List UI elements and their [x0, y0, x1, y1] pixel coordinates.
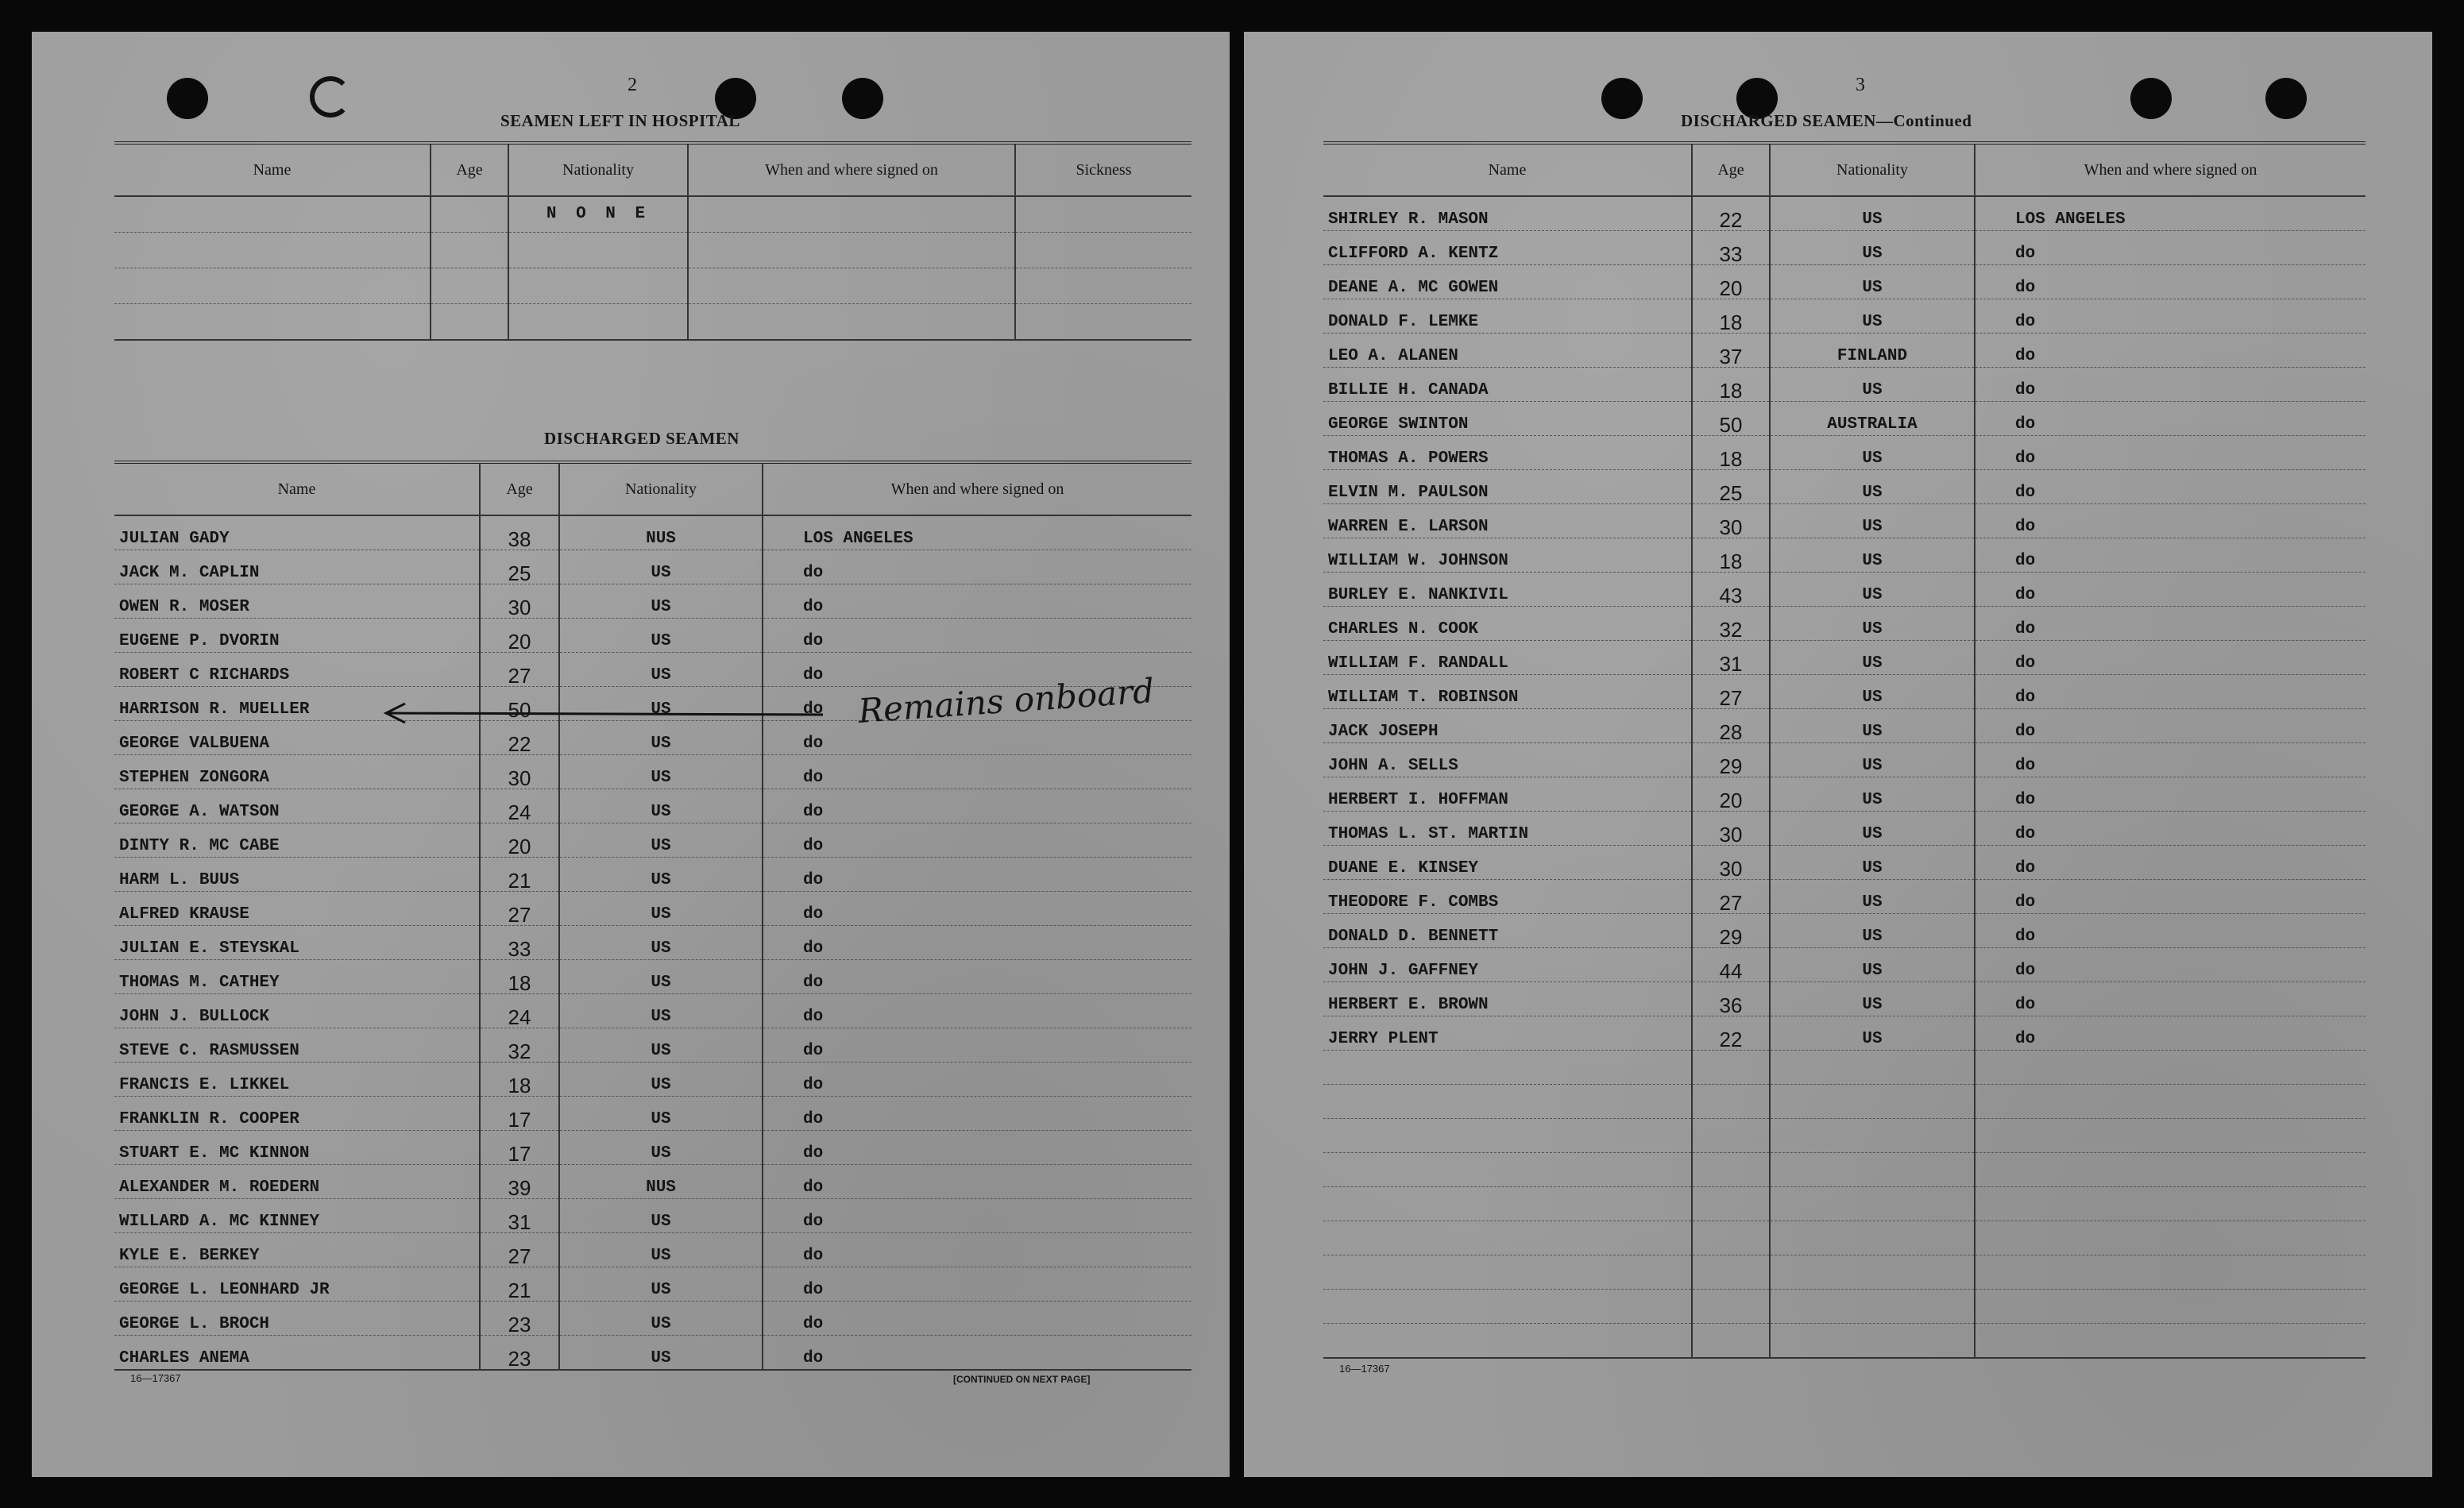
continued-note: [CONTINUED ON NEXT PAGE] — [953, 1374, 1091, 1385]
seaman-age: 27 — [1692, 880, 1770, 914]
seaman-nationality: US — [1770, 299, 1975, 334]
table-row — [1323, 709, 2366, 743]
discharged-continued-title: DISCHARGED SEAMEN—Continued — [1681, 111, 1972, 130]
punch-hole — [2130, 78, 2172, 119]
table-row — [114, 1063, 1191, 1097]
column-header-sickness: Sickness — [1015, 143, 1191, 196]
empty-row — [1323, 1051, 2366, 1085]
signed-on-place: do — [1975, 675, 2366, 709]
hospital-table — [114, 141, 1191, 341]
seaman-name: JOHN J. GAFFNEY — [1323, 948, 1692, 982]
table-row — [1323, 538, 2366, 573]
table-row — [1323, 743, 2366, 777]
seaman-name: GEORGE SWINTON — [1323, 402, 1692, 436]
seaman-nationality: US — [1770, 777, 1975, 812]
column-header-age: Age — [1692, 143, 1770, 196]
seaman-age: 37 — [1692, 334, 1770, 368]
seaman-nationality: US — [1770, 914, 1975, 948]
column-header-signed-on: When and where signed on — [763, 462, 1191, 515]
signed-on-place: do — [763, 1336, 1191, 1371]
table-row — [1323, 436, 2366, 470]
seaman-age: 17 — [480, 1131, 559, 1165]
signed-on-place: do — [763, 994, 1191, 1028]
seaman-nationality: US — [559, 892, 763, 926]
column-header-name: Name — [1323, 143, 1692, 196]
seaman-name: JACK M. CAPLIN — [114, 550, 480, 584]
punch-hole — [167, 78, 208, 119]
signed-on-place: do — [1975, 948, 2366, 982]
seaman-name: STEPHEN ZONGORA — [114, 755, 480, 789]
signed-on-place: do — [763, 1131, 1191, 1165]
table-row — [114, 233, 1191, 268]
seaman-age: 39 — [480, 1165, 559, 1199]
table-row — [114, 1165, 1191, 1199]
signed-on-place: do — [1975, 641, 2366, 675]
signed-on-place: do — [763, 858, 1191, 892]
discharged-continued-table — [1323, 141, 2366, 1359]
table-row — [1323, 777, 2366, 812]
seaman-name: ALEXANDER M. ROEDERN — [114, 1165, 480, 1199]
seaman-name: JERRY PLENT — [1323, 1016, 1692, 1051]
column-header-name: Name — [114, 143, 431, 196]
seaman-nationality: US — [559, 619, 763, 653]
seaman-age: 20 — [1692, 777, 1770, 812]
seaman-name: THEODORE F. COMBS — [1323, 880, 1692, 914]
seaman-age: 24 — [480, 789, 559, 823]
empty-row — [1323, 1187, 2366, 1221]
seaman-name: HARM L. BUUS — [114, 858, 480, 892]
seaman-name: JOHN A. SELLS — [1323, 743, 1692, 777]
table-row — [1323, 948, 2366, 982]
column-header-age: Age — [480, 462, 559, 515]
form-number: 16—17367 — [1339, 1363, 1390, 1375]
table-row — [1323, 641, 2366, 675]
seaman-name: OWEN R. MOSER — [114, 584, 480, 619]
table-row — [1323, 299, 2366, 334]
signed-on-place: do — [763, 653, 1191, 687]
seaman-name: DEANE A. MC GOWEN — [1323, 265, 1692, 299]
seaman-name: STUART E. MC KINNON — [114, 1131, 480, 1165]
seaman-name: JOHN J. BULLOCK — [114, 994, 480, 1028]
empty-row — [1323, 1085, 2366, 1119]
column-header-signed-on: When and where signed on — [688, 143, 1015, 196]
seaman-name: FRANCIS E. LIKKEL — [114, 1063, 480, 1097]
seaman-age: 25 — [1692, 470, 1770, 504]
seaman-nationality: US — [1770, 196, 1975, 231]
strikethrough-arrow-icon — [381, 697, 826, 729]
handwritten-note: Remains onboard — [856, 671, 1156, 731]
signed-on-place: do — [763, 926, 1191, 960]
discharged-table — [114, 461, 1191, 1371]
seaman-age: 32 — [1692, 607, 1770, 641]
seaman-name: GEORGE L. LEONHARD JR — [114, 1267, 480, 1302]
seaman-age: 30 — [480, 755, 559, 789]
signed-on-place: do — [1975, 812, 2366, 846]
empty-row — [1323, 1119, 2366, 1153]
signed-on-place: do — [763, 892, 1191, 926]
seaman-age: 32 — [480, 1028, 559, 1063]
seaman-age: 22 — [1692, 196, 1770, 231]
signed-on-place: do — [1975, 914, 2366, 948]
signed-on-place: do — [763, 721, 1191, 755]
table-row — [1323, 470, 2366, 504]
table-row — [114, 1233, 1191, 1267]
table-row — [114, 515, 1191, 550]
seaman-nationality: US — [1770, 368, 1975, 402]
table-row — [114, 789, 1191, 823]
seaman-age: 27 — [480, 653, 559, 687]
table-row — [1323, 231, 2366, 265]
seaman-age: 44 — [1692, 948, 1770, 982]
signed-on-place: do — [763, 1097, 1191, 1131]
signed-on-place: do — [763, 755, 1191, 789]
seaman-age: 18 — [1692, 368, 1770, 402]
seaman-age: 18 — [1692, 299, 1770, 334]
signed-on-place: do — [1975, 368, 2366, 402]
seaman-name: HERBERT I. HOFFMAN — [1323, 777, 1692, 812]
seaman-age: 21 — [480, 1267, 559, 1302]
seaman-nationality: US — [559, 1267, 763, 1302]
table-row — [114, 1302, 1191, 1336]
table-row — [1323, 504, 2366, 538]
seaman-age: 33 — [1692, 231, 1770, 265]
left-page — [32, 32, 1230, 1477]
seaman-nationality: US — [559, 1131, 763, 1165]
table-row — [114, 304, 1191, 341]
table-row — [114, 858, 1191, 892]
signed-on-place: do — [1975, 334, 2366, 368]
seaman-age: 36 — [1692, 982, 1770, 1016]
signed-on-place: do — [763, 1028, 1191, 1063]
seaman-name: WILLARD A. MC KINNEY — [114, 1199, 480, 1233]
right-page — [1244, 32, 2432, 1477]
seaman-age: 18 — [480, 960, 559, 994]
table-row — [1323, 265, 2366, 299]
seaman-name: ELVIN M. PAULSON — [1323, 470, 1692, 504]
signed-on-place: do — [763, 584, 1191, 619]
seaman-age: 33 — [480, 926, 559, 960]
seaman-name: CHARLES ANEMA — [114, 1336, 480, 1371]
table-row — [1323, 368, 2366, 402]
seaman-nationality: US — [1770, 607, 1975, 641]
signed-on-place: do — [1975, 231, 2366, 265]
table-row — [1323, 880, 2366, 914]
table-row — [114, 960, 1191, 994]
seaman-age: 50 — [1692, 402, 1770, 436]
signed-on-place: LOS ANGELES — [1975, 196, 2366, 231]
seaman-nationality: US — [559, 1233, 763, 1267]
seaman-nationality: US — [559, 687, 763, 721]
signed-on-place: do — [1975, 777, 2366, 812]
seaman-age: 30 — [1692, 812, 1770, 846]
seaman-name: WARREN E. LARSON — [1323, 504, 1692, 538]
seaman-age: 31 — [480, 1199, 559, 1233]
seaman-name: DONALD D. BENNETT — [1323, 914, 1692, 948]
signed-on-place: do — [1975, 880, 2366, 914]
seaman-nationality: US — [559, 858, 763, 892]
seaman-name: GEORGE VALBUENA — [114, 721, 480, 755]
empty-row — [1323, 1324, 2366, 1359]
seaman-nationality: US — [559, 550, 763, 584]
signed-on-place: do — [1975, 607, 2366, 641]
seaman-nationality: US — [1770, 538, 1975, 573]
signed-on-place: do — [1975, 265, 2366, 299]
signed-on-place: do — [763, 789, 1191, 823]
seaman-nationality: US — [1770, 641, 1975, 675]
signed-on-place: do — [1975, 743, 2366, 777]
seaman-age: 30 — [1692, 504, 1770, 538]
seaman-nationality: US — [1770, 504, 1975, 538]
discharged-section-title: DISCHARGED SEAMEN — [544, 429, 740, 448]
seaman-nationality: US — [559, 789, 763, 823]
table-row — [1323, 607, 2366, 641]
seaman-nationality: AUSTRALIA — [1770, 402, 1975, 436]
seaman-age: 17 — [480, 1097, 559, 1131]
empty-row — [1323, 1255, 2366, 1290]
signed-on-place: do — [763, 1233, 1191, 1267]
seaman-age: 29 — [1692, 743, 1770, 777]
seaman-age: 21 — [480, 858, 559, 892]
table-row — [1323, 402, 2366, 436]
signed-on-place: do — [1975, 402, 2366, 436]
seaman-name: HERBERT E. BROWN — [1323, 982, 1692, 1016]
table-row — [114, 1131, 1191, 1165]
signed-on-place: do — [763, 1165, 1191, 1199]
seaman-nationality: US — [1770, 231, 1975, 265]
seaman-age: 20 — [1692, 265, 1770, 299]
column-header-nationality: Nationality — [559, 462, 763, 515]
table-row — [114, 550, 1191, 584]
seaman-name: DONALD F. LEMKE — [1323, 299, 1692, 334]
signed-on-place: do — [763, 1267, 1191, 1302]
column-header-nationality: Nationality — [1770, 143, 1975, 196]
seaman-name: EUGENE P. DVORIN — [114, 619, 480, 653]
seaman-age: 18 — [480, 1063, 559, 1097]
seaman-age: 28 — [1692, 709, 1770, 743]
signed-on-place: LOS ANGELES — [763, 515, 1191, 550]
signed-on-place: do — [763, 619, 1191, 653]
seaman-nationality: US — [1770, 743, 1975, 777]
punch-hole — [1601, 78, 1643, 119]
signed-on-place: do — [1975, 846, 2366, 880]
seaman-nationality: US — [559, 653, 763, 687]
seaman-nationality: US — [559, 1336, 763, 1371]
table-row — [114, 584, 1191, 619]
seaman-name: DINTY R. MC CABE — [114, 823, 480, 858]
seaman-age: 25 — [480, 550, 559, 584]
seaman-nationality: US — [559, 1028, 763, 1063]
table-row — [114, 823, 1191, 858]
seaman-nationality: US — [559, 1302, 763, 1336]
table-row — [1323, 982, 2366, 1016]
table-row — [114, 1097, 1191, 1131]
table-row — [1323, 846, 2366, 880]
none-entry: N O N E — [508, 196, 688, 233]
seaman-name: ALFRED KRAUSE — [114, 892, 480, 926]
empty-row — [1323, 1221, 2366, 1255]
seaman-nationality: US — [559, 1097, 763, 1131]
seaman-name: CHARLES N. COOK — [1323, 607, 1692, 641]
column-header-age: Age — [431, 143, 508, 196]
seaman-age: 38 — [480, 515, 559, 550]
seaman-nationality: US — [1770, 709, 1975, 743]
seaman-name: BURLEY E. NANKIVIL — [1323, 573, 1692, 607]
table-row — [1323, 1016, 2366, 1051]
seaman-nationality: US — [1770, 265, 1975, 299]
seaman-name: STEVE C. RASMUSSEN — [114, 1028, 480, 1063]
signed-on-place: do — [1975, 538, 2366, 573]
punch-hole — [2265, 78, 2307, 119]
seaman-name: WILLIAM F. RANDALL — [1323, 641, 1692, 675]
page-number: 3 — [1856, 75, 1865, 95]
signed-on-place: do — [763, 1199, 1191, 1233]
seaman-nationality: US — [1770, 982, 1975, 1016]
seaman-nationality: US — [559, 823, 763, 858]
seaman-age: 18 — [1692, 436, 1770, 470]
seaman-age: 20 — [480, 823, 559, 858]
form-number: 16—17367 — [130, 1372, 181, 1384]
signed-on-place: do — [1975, 982, 2366, 1016]
seaman-age: 30 — [1692, 846, 1770, 880]
seaman-name: KYLE E. BERKEY — [114, 1233, 480, 1267]
seaman-age: 50 — [480, 687, 559, 721]
signed-on-place: do — [1975, 436, 2366, 470]
seaman-name: GEORGE A. WATSON — [114, 789, 480, 823]
signed-on-place: do — [1975, 709, 2366, 743]
seaman-name: THOMAS M. CATHEY — [114, 960, 480, 994]
signed-on-place: do — [763, 687, 1191, 721]
seaman-name: JACK JOSEPH — [1323, 709, 1692, 743]
seaman-age: 27 — [1692, 675, 1770, 709]
signed-on-place: do — [1975, 470, 2366, 504]
seaman-name: JULIAN GADY — [114, 515, 480, 550]
seaman-nationality: FINLAND — [1770, 334, 1975, 368]
empty-row — [1323, 1153, 2366, 1187]
table-row — [114, 1199, 1191, 1233]
seaman-nationality: US — [1770, 812, 1975, 846]
binder-clip-icon — [310, 76, 351, 118]
seaman-nationality: US — [1770, 573, 1975, 607]
table-row — [1323, 196, 2366, 231]
seaman-name: GEORGE L. BROCH — [114, 1302, 480, 1336]
seaman-name: CLIFFORD A. KENTZ — [1323, 231, 1692, 265]
seaman-age: 43 — [1692, 573, 1770, 607]
table-row — [114, 1336, 1191, 1371]
signed-on-place: do — [763, 1302, 1191, 1336]
table-row — [114, 1028, 1191, 1063]
seaman-name: BILLIE H. CANADA — [1323, 368, 1692, 402]
table-row — [114, 755, 1191, 789]
table-row — [114, 196, 1191, 233]
seaman-nationality: US — [559, 994, 763, 1028]
empty-row — [1323, 1290, 2366, 1324]
column-header-name: Name — [114, 462, 480, 515]
signed-on-place: do — [1975, 1016, 2366, 1051]
seaman-name: DUANE E. KINSEY — [1323, 846, 1692, 880]
seaman-nationality: US — [559, 960, 763, 994]
table-row — [1323, 812, 2366, 846]
seaman-nationality: US — [1770, 948, 1975, 982]
seaman-age: 23 — [480, 1336, 559, 1371]
seaman-age: 22 — [480, 721, 559, 755]
signed-on-place: do — [1975, 573, 2366, 607]
seaman-nationality: US — [559, 1063, 763, 1097]
signed-on-place: do — [763, 550, 1191, 584]
seaman-age: 27 — [480, 1233, 559, 1267]
seaman-nationality: US — [559, 926, 763, 960]
column-header-signed-on: When and where signed on — [1975, 143, 2366, 196]
seaman-age: 29 — [1692, 914, 1770, 948]
seaman-age: 22 — [1692, 1016, 1770, 1051]
seaman-age: 23 — [480, 1302, 559, 1336]
signed-on-place: do — [1975, 299, 2366, 334]
seaman-name: SHIRLEY R. MASON — [1323, 196, 1692, 231]
seaman-nationality: US — [1770, 880, 1975, 914]
table-row — [1323, 675, 2366, 709]
page-number: 2 — [628, 75, 637, 95]
seaman-name: ROBERT C RICHARDS — [114, 653, 480, 687]
table-row — [1323, 573, 2366, 607]
seaman-nationality: US — [559, 1199, 763, 1233]
table-row — [114, 268, 1191, 304]
seaman-nationality: US — [1770, 846, 1975, 880]
seaman-nationality: US — [1770, 675, 1975, 709]
seaman-age: 27 — [480, 892, 559, 926]
seaman-nationality: US — [1770, 470, 1975, 504]
signed-on-place: do — [763, 1063, 1191, 1097]
table-row — [114, 1267, 1191, 1302]
seaman-name: HARRISON R. MUELLER — [114, 687, 480, 721]
table-row — [1323, 914, 2366, 948]
seaman-name: JULIAN E. STEYSKAL — [114, 926, 480, 960]
seaman-name: WILLIAM W. JOHNSON — [1323, 538, 1692, 573]
seaman-nationality: US — [559, 721, 763, 755]
column-header-nationality: Nationality — [508, 143, 688, 196]
seaman-nationality: US — [559, 584, 763, 619]
seaman-nationality: NUS — [559, 1165, 763, 1199]
punch-hole — [842, 78, 883, 119]
signed-on-place: do — [763, 823, 1191, 858]
seaman-nationality: US — [559, 755, 763, 789]
table-row — [114, 926, 1191, 960]
seaman-nationality: NUS — [559, 515, 763, 550]
seaman-name: THOMAS L. ST. MARTIN — [1323, 812, 1692, 846]
seaman-age: 24 — [480, 994, 559, 1028]
table-row — [114, 994, 1191, 1028]
seaman-name: WILLIAM T. ROBINSON — [1323, 675, 1692, 709]
signed-on-place: do — [763, 960, 1191, 994]
seaman-nationality: US — [1770, 436, 1975, 470]
table-row — [114, 892, 1191, 926]
seaman-name: FRANKLIN R. COOPER — [114, 1097, 480, 1131]
seaman-name: LEO A. ALANEN — [1323, 334, 1692, 368]
table-row — [114, 619, 1191, 653]
seaman-nationality: US — [1770, 1016, 1975, 1051]
hospital-section-title: SEAMEN LEFT IN HOSPITAL — [500, 111, 740, 130]
seaman-age: 30 — [480, 584, 559, 619]
seaman-age: 18 — [1692, 538, 1770, 573]
seaman-age: 31 — [1692, 641, 1770, 675]
seaman-age: 20 — [480, 619, 559, 653]
seaman-name: THOMAS A. POWERS — [1323, 436, 1692, 470]
signed-on-place: do — [1975, 504, 2366, 538]
table-row — [1323, 334, 2366, 368]
